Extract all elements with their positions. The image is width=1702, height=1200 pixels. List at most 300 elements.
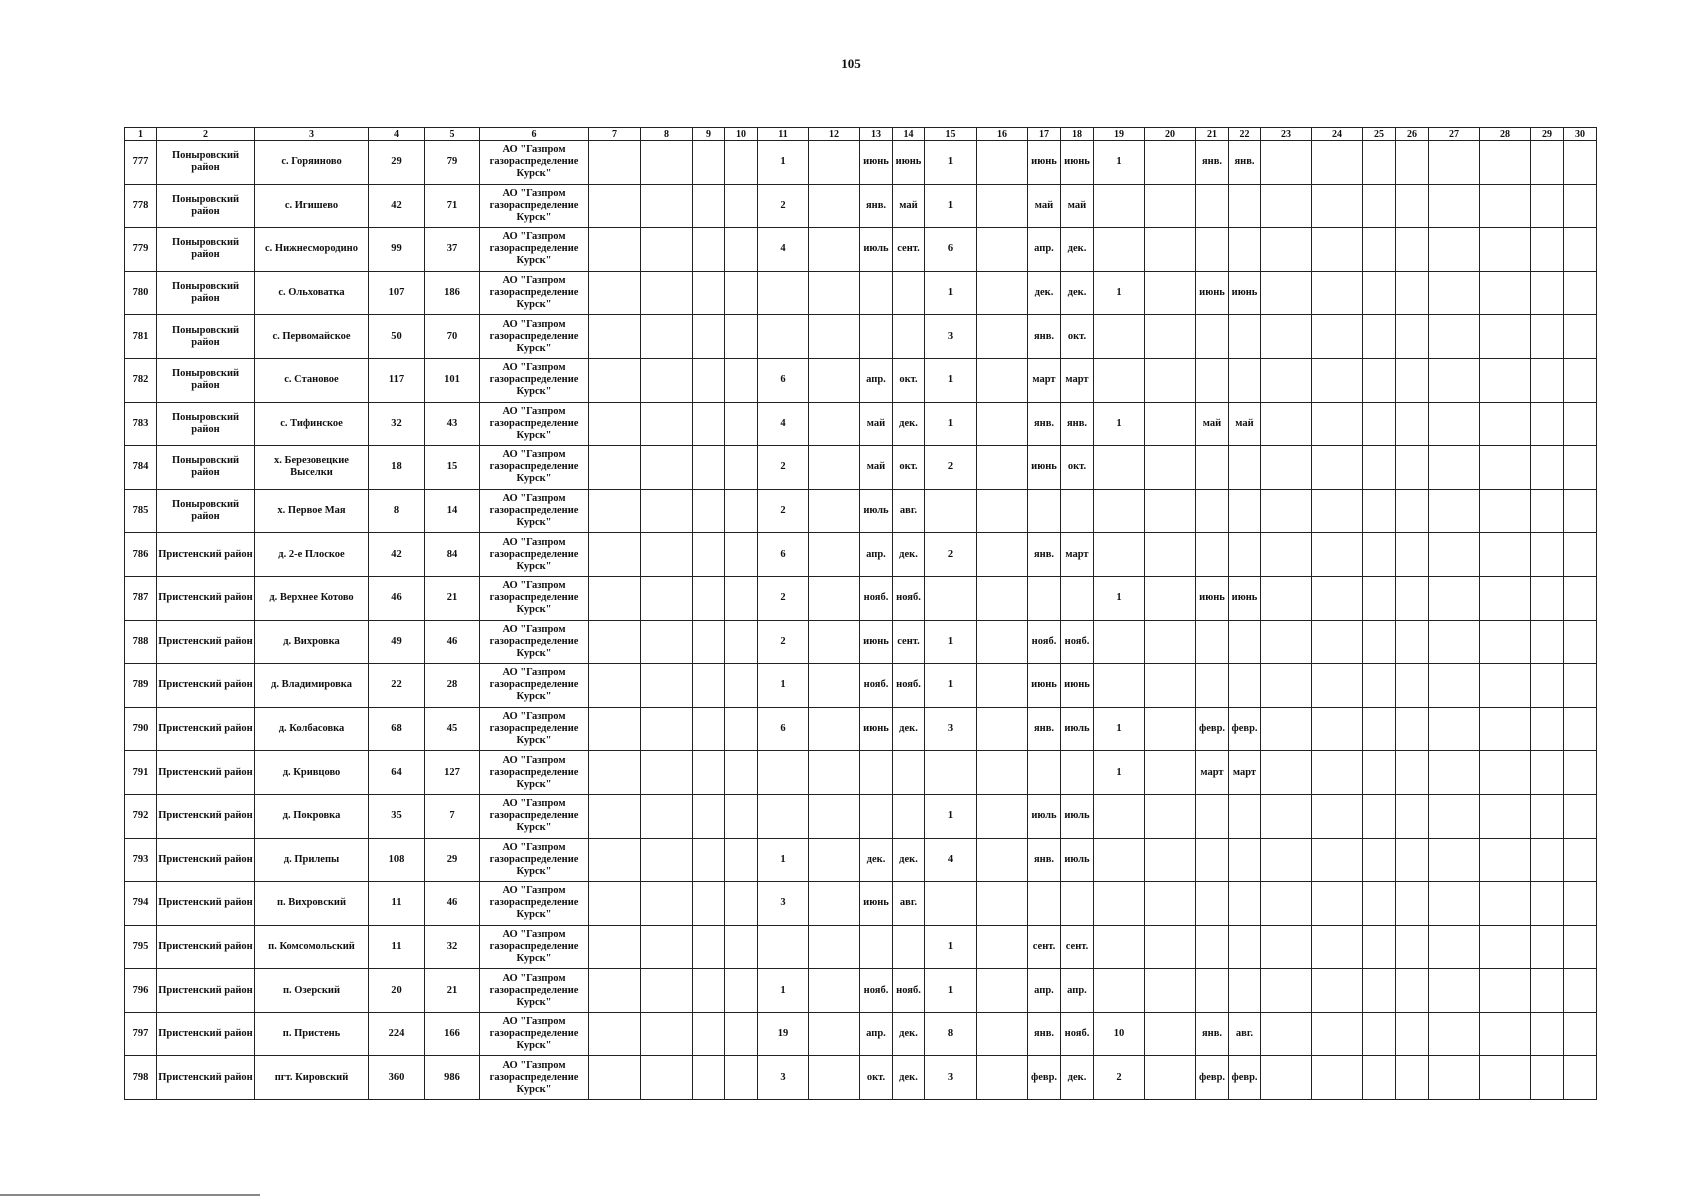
table-cell: 71	[425, 184, 480, 228]
table-cell	[809, 358, 860, 402]
table-cell	[589, 228, 641, 272]
table-cell	[1061, 489, 1094, 533]
table-cell	[589, 1012, 641, 1056]
table-cell: 1	[1094, 576, 1145, 620]
table-cell: дек.	[1061, 271, 1094, 315]
table-cell: июнь	[860, 707, 893, 751]
table-cell: 783	[125, 402, 157, 446]
table-cell: нояб.	[1028, 620, 1061, 664]
table-cell	[1196, 489, 1229, 533]
table-cell	[641, 707, 693, 751]
table-cell	[1396, 751, 1429, 795]
table-cell	[1480, 358, 1531, 402]
table-cell: 117	[369, 358, 425, 402]
table-cell	[1480, 620, 1531, 664]
table-cell	[977, 707, 1028, 751]
column-header-11: 11	[758, 128, 809, 141]
table-cell	[1229, 446, 1261, 490]
table-cell	[1564, 664, 1597, 708]
table-cell	[1564, 1012, 1597, 1056]
table-cell: Поныровский район	[157, 446, 255, 490]
table-cell	[641, 664, 693, 708]
table-cell	[1429, 184, 1480, 228]
table-cell: АО "Газпром газораспределение Курск"	[480, 533, 589, 577]
table-cell: янв.	[1028, 707, 1061, 751]
table-cell	[641, 925, 693, 969]
table-cell: 777	[125, 141, 157, 185]
table-cell: АО "Газпром газораспределение Курск"	[480, 228, 589, 272]
table-cell	[1429, 838, 1480, 882]
table-cell	[725, 402, 758, 446]
table-cell	[1196, 838, 1229, 882]
table-cell	[977, 664, 1028, 708]
table-cell	[1480, 489, 1531, 533]
table-cell: 35	[369, 794, 425, 838]
table-cell: авг.	[1229, 1012, 1261, 1056]
table-cell	[1261, 882, 1312, 926]
table-cell: д. 2-е Плоское	[255, 533, 369, 577]
table-cell	[693, 533, 725, 577]
table-cell	[809, 794, 860, 838]
table-cell	[1145, 969, 1196, 1013]
table-cell: июнь	[860, 141, 893, 185]
table-cell: 1	[1094, 751, 1145, 795]
table-row	[125, 751, 1597, 795]
table-cell: 6	[758, 707, 809, 751]
table-cell: АО "Газпром газораспределение Курск"	[480, 315, 589, 359]
table-cell	[1312, 446, 1363, 490]
table-cell	[693, 358, 725, 402]
table-cell	[589, 184, 641, 228]
table-cell	[1363, 184, 1396, 228]
table-cell	[1261, 707, 1312, 751]
table-cell	[1396, 794, 1429, 838]
table-cell: окт.	[1061, 446, 1094, 490]
page-number: 105	[841, 56, 861, 71]
table-cell	[809, 925, 860, 969]
table-cell	[1480, 838, 1531, 882]
table-cell	[1480, 925, 1531, 969]
table-cell: 6	[758, 533, 809, 577]
column-header-14: 14	[893, 128, 925, 141]
table-cell	[1564, 446, 1597, 490]
table-cell: 796	[125, 969, 157, 1013]
table-cell	[1145, 664, 1196, 708]
table-row	[125, 446, 1597, 490]
table-row	[125, 228, 1597, 272]
table-cell	[693, 707, 725, 751]
table-cell: д. Колбасовка	[255, 707, 369, 751]
table-cell: 1	[758, 141, 809, 185]
column-header-8: 8	[641, 128, 693, 141]
table-cell	[1396, 1012, 1429, 1056]
table-cell	[1480, 751, 1531, 795]
table-cell: д. Владимировка	[255, 664, 369, 708]
table-cell: 787	[125, 576, 157, 620]
table-cell: АО "Газпром газораспределение Курск"	[480, 707, 589, 751]
table-cell	[1564, 969, 1597, 1013]
table-cell: 6	[758, 358, 809, 402]
table-cell: 84	[425, 533, 480, 577]
table-cell: 3	[758, 1056, 809, 1100]
table-cell: февр.	[1196, 1056, 1229, 1100]
column-header-15: 15	[925, 128, 977, 141]
table-cell: 792	[125, 794, 157, 838]
table-cell	[1396, 141, 1429, 185]
table-cell: 14	[425, 489, 480, 533]
column-header-16: 16	[977, 128, 1028, 141]
table-body	[125, 141, 1597, 1100]
table-cell: 1	[925, 271, 977, 315]
table-cell	[1531, 228, 1564, 272]
table-cell: авг.	[893, 489, 925, 533]
table-cell	[1363, 358, 1396, 402]
table-cell: нояб.	[893, 969, 925, 1013]
table-cell: п. Вихровский	[255, 882, 369, 926]
table-cell: нояб.	[1061, 620, 1094, 664]
table-cell: янв.	[1028, 533, 1061, 577]
table-cell	[977, 794, 1028, 838]
table-cell: 1	[925, 925, 977, 969]
table-cell	[693, 751, 725, 795]
table-cell	[1564, 620, 1597, 664]
column-header-27: 27	[1429, 128, 1480, 141]
table-cell	[589, 358, 641, 402]
table-cell: 29	[425, 838, 480, 882]
table-cell	[1196, 533, 1229, 577]
table-cell	[893, 751, 925, 795]
table-cell	[1061, 882, 1094, 926]
table-cell	[1261, 533, 1312, 577]
table-cell	[1229, 664, 1261, 708]
table-cell	[589, 925, 641, 969]
table-cell: д. Вихровка	[255, 620, 369, 664]
table-cell	[589, 751, 641, 795]
table-cell	[641, 882, 693, 926]
table-cell	[1429, 794, 1480, 838]
table-cell: окт.	[860, 1056, 893, 1100]
table-cell: 3	[758, 882, 809, 926]
table-cell: июнь	[1196, 271, 1229, 315]
table-row	[125, 271, 1597, 315]
table-cell: Пристенский район	[157, 925, 255, 969]
table-cell: 798	[125, 1056, 157, 1100]
table-cell	[693, 402, 725, 446]
table-cell	[1145, 358, 1196, 402]
table-cell	[1396, 838, 1429, 882]
table-cell: АО "Газпром газораспределение Курск"	[480, 620, 589, 664]
table-cell: июнь	[1028, 446, 1061, 490]
table-cell	[1196, 358, 1229, 402]
table-cell: с. Становое	[255, 358, 369, 402]
table-cell: п. Комсомольский	[255, 925, 369, 969]
table-cell	[977, 751, 1028, 795]
table-cell	[641, 141, 693, 185]
table-cell	[1094, 315, 1145, 359]
scan-artifact-line	[0, 1194, 260, 1196]
table-cell: 1	[925, 794, 977, 838]
table-cell: 1	[925, 141, 977, 185]
table-cell: 2	[925, 533, 977, 577]
table-cell	[977, 402, 1028, 446]
table-cell	[589, 969, 641, 1013]
table-cell	[1363, 271, 1396, 315]
table-cell	[1261, 315, 1312, 359]
table-cell: сент.	[1061, 925, 1094, 969]
table-cell: 1	[1094, 141, 1145, 185]
table-cell	[1564, 925, 1597, 969]
table-row	[125, 576, 1597, 620]
table-cell: 99	[369, 228, 425, 272]
table-cell	[641, 446, 693, 490]
table-cell	[1145, 228, 1196, 272]
table-cell	[1480, 446, 1531, 490]
table-cell	[1261, 1056, 1312, 1100]
table-cell: 127	[425, 751, 480, 795]
table-cell: янв.	[1061, 402, 1094, 446]
table-cell	[1094, 228, 1145, 272]
table-cell	[1145, 1012, 1196, 1056]
table-cell: дек.	[893, 1012, 925, 1056]
table-cell: янв.	[1028, 838, 1061, 882]
table-cell: янв.	[1028, 402, 1061, 446]
table-cell: янв.	[860, 184, 893, 228]
table-cell: 2	[758, 489, 809, 533]
table-cell: июль	[1061, 794, 1094, 838]
table-cell	[1261, 751, 1312, 795]
table-cell: дек.	[893, 707, 925, 751]
table-cell	[1396, 620, 1429, 664]
column-header-19: 19	[1094, 128, 1145, 141]
table-cell: 791	[125, 751, 157, 795]
table-cell: АО "Газпром газораспределение Курск"	[480, 184, 589, 228]
table-cell	[977, 315, 1028, 359]
table-cell: июль	[1061, 707, 1094, 751]
table-cell	[1531, 1056, 1564, 1100]
table-cell	[1531, 794, 1564, 838]
column-header-2: 2	[157, 128, 255, 141]
table-cell: д. Покровка	[255, 794, 369, 838]
table-row	[125, 489, 1597, 533]
table-cell	[893, 794, 925, 838]
table-cell	[1531, 533, 1564, 577]
table-cell	[1312, 969, 1363, 1013]
table-cell	[1229, 489, 1261, 533]
table-cell: АО "Газпром газораспределение Курск"	[480, 1056, 589, 1100]
table-cell	[589, 1056, 641, 1100]
table-cell	[1145, 882, 1196, 926]
table-cell	[1145, 838, 1196, 882]
table-cell	[1396, 925, 1429, 969]
table-cell: Пристенский район	[157, 664, 255, 708]
table-cell: 7	[425, 794, 480, 838]
table-cell	[809, 882, 860, 926]
table-cell: 1	[1094, 271, 1145, 315]
table-cell	[1261, 446, 1312, 490]
table-cell	[1531, 141, 1564, 185]
table-cell	[977, 925, 1028, 969]
table-cell	[1196, 446, 1229, 490]
table-cell	[1363, 446, 1396, 490]
table-cell	[925, 751, 977, 795]
table-cell	[1196, 315, 1229, 359]
table-cell	[809, 228, 860, 272]
table-cell	[1564, 707, 1597, 751]
table-cell	[693, 576, 725, 620]
table-cell	[641, 358, 693, 402]
table-cell	[725, 446, 758, 490]
table-cell	[1229, 358, 1261, 402]
table-cell: 4	[925, 838, 977, 882]
table-cell	[1312, 751, 1363, 795]
table-cell: Пристенский район	[157, 751, 255, 795]
table-cell	[1396, 533, 1429, 577]
table-cell	[809, 315, 860, 359]
column-header-7: 7	[589, 128, 641, 141]
table-cell	[977, 1012, 1028, 1056]
table-cell	[1429, 271, 1480, 315]
table-cell	[1261, 184, 1312, 228]
table-cell	[809, 489, 860, 533]
table-cell	[925, 576, 977, 620]
table-cell: нояб.	[893, 664, 925, 708]
table-cell: июль	[860, 489, 893, 533]
table-cell	[693, 664, 725, 708]
table-cell	[1480, 1012, 1531, 1056]
table-cell	[977, 446, 1028, 490]
table-cell	[809, 969, 860, 1013]
table-cell: 793	[125, 838, 157, 882]
table-cell	[1261, 969, 1312, 1013]
table-cell	[725, 1056, 758, 1100]
table-cell: 21	[425, 969, 480, 1013]
table-cell: Пристенский район	[157, 576, 255, 620]
table-cell: май	[860, 402, 893, 446]
table-cell: 1	[1094, 402, 1145, 446]
table-cell	[1229, 794, 1261, 838]
table-cell	[758, 315, 809, 359]
table-cell	[1531, 184, 1564, 228]
table-cell: янв.	[1028, 1012, 1061, 1056]
table-cell	[1094, 489, 1145, 533]
table-cell: 794	[125, 882, 157, 926]
table-cell: 3	[925, 315, 977, 359]
table-cell	[1564, 751, 1597, 795]
table-cell: пгт. Кировский	[255, 1056, 369, 1100]
table-cell	[1363, 402, 1396, 446]
column-header-30: 30	[1564, 128, 1597, 141]
table-cell: 11	[369, 882, 425, 926]
table-cell	[1363, 315, 1396, 359]
table-cell	[693, 315, 725, 359]
table-cell: 1	[758, 664, 809, 708]
table-cell	[1028, 882, 1061, 926]
table-cell	[809, 1056, 860, 1100]
table-cell	[1429, 925, 1480, 969]
table-cell: 50	[369, 315, 425, 359]
table-cell	[1261, 358, 1312, 402]
table-row	[125, 533, 1597, 577]
table-cell	[1196, 184, 1229, 228]
table-cell	[589, 446, 641, 490]
table-cell: июнь	[1229, 271, 1261, 315]
table-cell	[809, 707, 860, 751]
table-cell	[1429, 969, 1480, 1013]
table-cell	[809, 402, 860, 446]
table-cell	[725, 184, 758, 228]
table-cell	[977, 1056, 1028, 1100]
table-cell	[860, 315, 893, 359]
column-header-28: 28	[1480, 128, 1531, 141]
table-cell: АО "Газпром газораспределение Курск"	[480, 402, 589, 446]
header-row	[125, 128, 1597, 141]
table-cell	[809, 184, 860, 228]
table-cell: апр.	[860, 1012, 893, 1056]
table-cell	[1312, 620, 1363, 664]
table-cell: 781	[125, 315, 157, 359]
table-cell	[1363, 664, 1396, 708]
table-cell	[1145, 489, 1196, 533]
table-cell: нояб.	[893, 576, 925, 620]
table-cell	[589, 620, 641, 664]
table-cell: Поныровский район	[157, 141, 255, 185]
table-cell: нояб.	[860, 664, 893, 708]
table-cell: янв.	[1229, 141, 1261, 185]
table-cell	[1261, 794, 1312, 838]
table-cell: 2	[925, 446, 977, 490]
table-cell: июнь	[1028, 664, 1061, 708]
table-cell	[641, 794, 693, 838]
table-cell: март	[1229, 751, 1261, 795]
table-cell: АО "Газпром газораспределение Курск"	[480, 446, 589, 490]
table-cell: 224	[369, 1012, 425, 1056]
table-cell	[1145, 707, 1196, 751]
table-cell	[1429, 751, 1480, 795]
table-cell	[1429, 1056, 1480, 1100]
table-cell	[1480, 664, 1531, 708]
table-cell	[641, 489, 693, 533]
table-cell	[1564, 184, 1597, 228]
table-cell: 49	[369, 620, 425, 664]
table-cell	[1363, 620, 1396, 664]
table-cell	[1396, 576, 1429, 620]
table-cell	[641, 576, 693, 620]
column-header-23: 23	[1261, 128, 1312, 141]
table-cell	[1094, 794, 1145, 838]
table-cell	[1396, 664, 1429, 708]
table-cell	[1429, 446, 1480, 490]
table-cell: май	[1028, 184, 1061, 228]
table-cell: 1	[925, 402, 977, 446]
table-cell	[1429, 707, 1480, 751]
column-header-12: 12	[809, 128, 860, 141]
table-cell	[809, 620, 860, 664]
table-cell	[1363, 576, 1396, 620]
table-cell	[1094, 882, 1145, 926]
table-cell	[1145, 620, 1196, 664]
table-cell	[809, 838, 860, 882]
table-cell: Пристенский район	[157, 707, 255, 751]
table-cell: дек.	[1028, 271, 1061, 315]
table-cell	[589, 664, 641, 708]
table-cell	[1531, 838, 1564, 882]
table-cell	[1145, 315, 1196, 359]
table-cell: 21	[425, 576, 480, 620]
table-cell: АО "Газпром газораспределение Курск"	[480, 358, 589, 402]
table-cell: янв.	[1196, 141, 1229, 185]
table-cell	[1531, 402, 1564, 446]
table-row	[125, 315, 1597, 359]
